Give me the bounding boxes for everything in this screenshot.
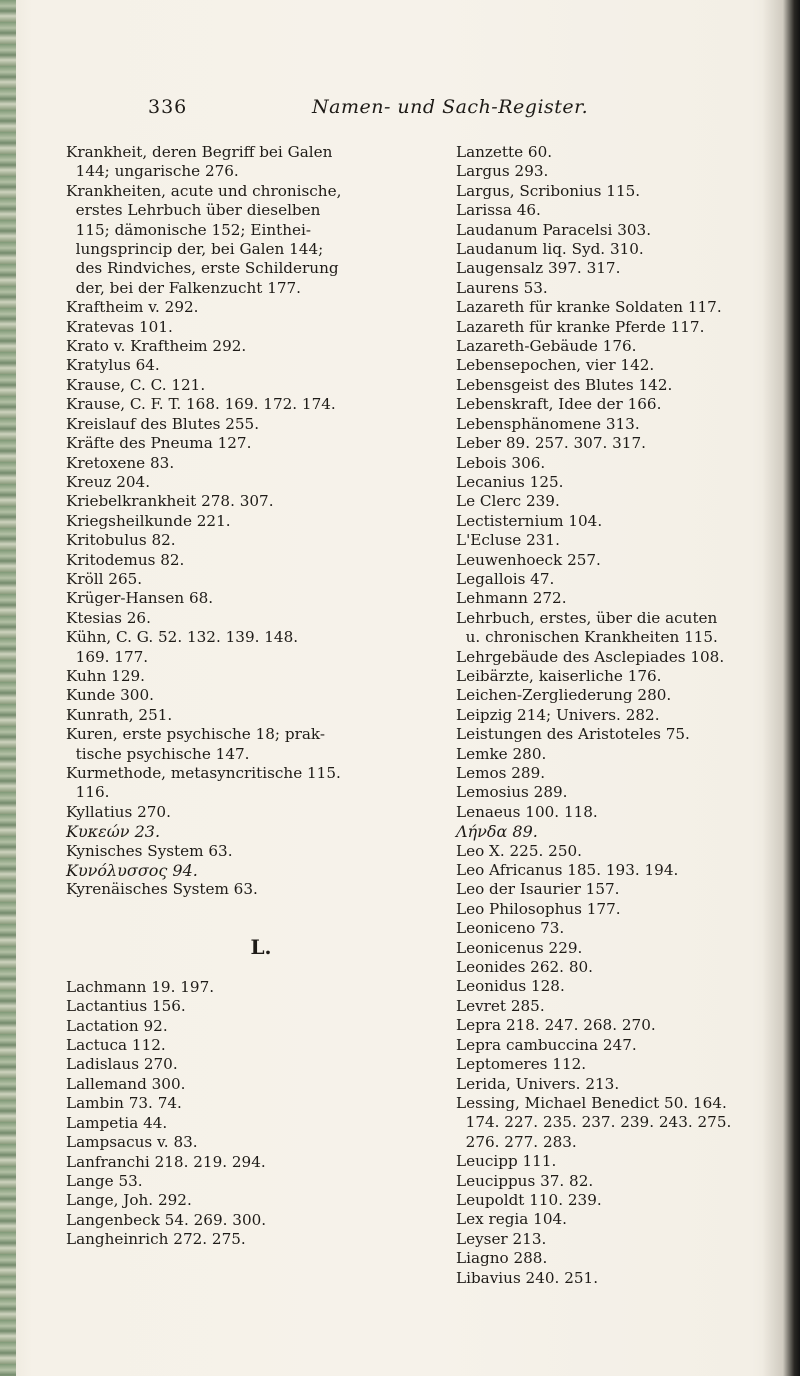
index-entry: Laurens 53. [456, 278, 548, 297]
index-entry: Kuhn 129. [66, 666, 145, 685]
index-entry: Leonides 262. 80. [456, 958, 593, 977]
index-entry: Kyrenäisches System 63. [66, 880, 258, 899]
index-entry: Leibärzte, kaiserliche 176. [456, 666, 662, 685]
index-entry: Leptomeres 112. [456, 1055, 587, 1074]
index-entry: Kreuz 204. [66, 472, 151, 491]
index-entry: Lenaeus 100. 118. [456, 802, 598, 821]
index-entry: Langheinrich 272. 275. [66, 1230, 246, 1249]
index-entry: Leber 89. 257. 307. 317. [456, 434, 646, 453]
index-entry: lungsprincip der, bei Galen 144; [66, 240, 324, 259]
greek-entry: Κυκεών 23. [66, 822, 161, 842]
index-entry: Leucippus 37. 82. [456, 1171, 594, 1190]
index-entry: Lemke 280. [456, 744, 547, 763]
index-entry: Leipzig 214; Univers. 282. [456, 705, 660, 724]
index-entry: Leistungen des Aristoteles 75. [456, 725, 690, 744]
index-entry: Lerida, Univers. 213. [456, 1074, 620, 1093]
page-header [0, 96, 800, 122]
index-entry: Kurmethode, metasyncritische 115. [66, 764, 341, 782]
index-entry: Lemos 289. [456, 764, 546, 782]
index-entry: Lallemand 300. [66, 1074, 186, 1093]
index-entry: Kyllatius 270. [66, 802, 171, 821]
binding-edge [0, 0, 16, 1376]
index-entry: Lactuca 112. [66, 1036, 166, 1055]
index-entry: Kreislauf des Blutes 255. [66, 414, 260, 433]
index-entry: Lebensepochen, vier 142. [456, 356, 655, 375]
index-entry: Lange, Joh. 292. [66, 1191, 192, 1210]
index-entry: Lemosius 289. [456, 783, 568, 802]
index-entry: u. chronischen Krankheiten 115. [456, 628, 718, 647]
index-entry: L'Ecluse 231. [456, 531, 560, 550]
index-entry: Lampsacus v. 83. [66, 1133, 198, 1152]
index-entry: Laudanum Paracelsi 303. [456, 220, 652, 239]
index-entry: Lehrgebäude des Asclepiades 108. [456, 647, 725, 666]
index-entry: Lange 53. [66, 1171, 143, 1190]
index-entry: Kratylus 64. [66, 356, 160, 375]
index-entry: Leuwenhoeck 257. [456, 550, 601, 569]
index-entry: Liagno 288. [456, 1249, 548, 1268]
index-entry: Leucipp 111. [456, 1152, 557, 1171]
index-entry: tische psychische 147. [66, 744, 250, 763]
section-letter: L. [250, 934, 272, 959]
index-entry: Kriebelkrankheit 278. 307. [66, 492, 274, 511]
index-entry: 174. 227. 235. 237. 239. 243. 275. [456, 1113, 732, 1132]
index-entry: Lanzette 60. [456, 143, 553, 161]
index-entry: Lazareth-Gebäude 176. [456, 337, 637, 356]
index-entry: Lecanius 125. [456, 472, 564, 491]
index-entry: Lambin 73. 74. [66, 1094, 182, 1113]
index-entry: erstes Lehrbuch über dieselben [66, 201, 321, 220]
index-entry: Krüger-Hansen 68. [66, 589, 214, 608]
index-entry: Krause, C. C. 121. [66, 375, 206, 394]
index-entry: Kuren, erste psychische 18; prak- [66, 725, 325, 744]
index-entry: Lanfranchi 218. 219. 294. [66, 1152, 266, 1171]
index-entry: Lazareth für kranke Pferde 117. [456, 317, 705, 336]
index-entry: Lachmann 19. 197. [66, 977, 215, 996]
running-title: Namen- und Sach-Register. [312, 96, 589, 118]
index-entries-l [66, 978, 456, 1250]
index-entry: Lebois 306. [456, 453, 546, 472]
index-entry: Lactation 92. [66, 1016, 168, 1035]
index-entry: Lepra 218. 247. 268. 270. [456, 1016, 656, 1035]
index-entry: Lex regia 104. [456, 1210, 567, 1229]
index-entry: Ladislaus 270. [66, 1055, 178, 1074]
index-entries-right-b [456, 842, 774, 1288]
index-entry: Kräfte des Pneuma 127. [66, 434, 252, 453]
index-entry: Levret 285. [456, 996, 545, 1015]
index-entries-k [66, 143, 456, 822]
greek-entry: Κυνόλυσσος 94. [66, 861, 198, 881]
index-entry: Krankheit, deren Begriff bei Galen [66, 143, 333, 161]
index-entry: Legallois 47. [456, 569, 555, 588]
index-entry: Leo der Isaurier 157. [456, 880, 620, 899]
index-entry: Kraftheim v. 292. [66, 298, 199, 317]
index-entry: Leyser 213. [456, 1229, 547, 1248]
index-entry: Lebensphänomene 313. [456, 414, 640, 433]
index-entry: Kynisches System 63. [66, 841, 233, 860]
index-entry: des Rindviches, erste Schilderung [66, 259, 339, 278]
index-entry: Lectisternium 104. [456, 511, 603, 530]
left-column [66, 143, 456, 1250]
index-entry: Kratevas 101. [66, 317, 173, 336]
index-entry: Lebenskraft, Idee der 166. [456, 395, 662, 414]
index-entry: Leo Africanus 185. 193. 194. [456, 861, 679, 880]
index-entry: Ktesias 26. [66, 608, 151, 627]
index-entry: Lehmann 272. [456, 589, 567, 608]
index-entry: Leo X. 225. 250. [456, 841, 582, 860]
index-entry: Laugensalz 397. 317. [456, 259, 621, 278]
index-entry: Leonicenus 229. [456, 938, 583, 957]
index-entry: Krankheiten, acute und chronische, [66, 181, 342, 200]
index-entry: Lactantius 156. [66, 997, 186, 1016]
index-entry: Leupoldt 110. 239. [456, 1190, 602, 1209]
index-entry: Kunrath, 251. [66, 705, 173, 724]
index-entry: Larissa 46. [456, 201, 541, 220]
index-entry: Laudanum liq. Syd. 310. [456, 240, 644, 259]
index-entry: Leoniceno 73. [456, 919, 565, 938]
index-entry: Kunde 300. [66, 686, 154, 705]
index-entry: Lessing, Michael Benedict 50. 164. [456, 1093, 727, 1112]
index-entry: Kretoxene 83. [66, 453, 175, 472]
index-entry: 144; ungarische 276. [66, 162, 239, 181]
index-entries-right-a [456, 143, 774, 822]
index-entry: Krause, C. F. T. 168. 169. 172. 174. [66, 395, 336, 414]
index-entry: Kritobulus 82. [66, 531, 176, 550]
right-column [456, 143, 774, 1288]
index-entry: 115; dämonische 152; Einthei- [66, 220, 311, 239]
index-entry: Kühn, C. G. 52. 132. 139. 148. [66, 628, 299, 647]
index-entry: Krato v. Kraftheim 292. [66, 337, 247, 356]
index-entry: Largus, Scribonius 115. [456, 181, 641, 200]
index-entry: Libavius 240. 251. [456, 1268, 599, 1287]
index-entry: Lehrbuch, erstes, über die acuten [456, 608, 718, 627]
index-entry: Kröll 265. [66, 569, 143, 588]
index-entry: 276. 277. 283. [456, 1132, 577, 1151]
index-entry: Langenbeck 54. 269. 300. [66, 1210, 267, 1229]
index-entry: 116. [66, 783, 110, 802]
index-entry: Lepra cambuccina 247. [456, 1035, 637, 1054]
index-entry: Kriegsheilkunde 221. [66, 511, 231, 530]
index-entry: Lazareth für kranke Soldaten 117. [456, 298, 722, 317]
greek-entry: Λήνδα 89. [456, 822, 538, 842]
index-entry: Kritodemus 82. [66, 550, 185, 569]
index-entry: Leo Philosophus 177. [456, 899, 621, 918]
index-entry: Leichen-Zergliederung 280. [456, 686, 672, 705]
index-entry: Leonidus 128. [456, 977, 565, 996]
index-entry: 169. 177. [66, 647, 149, 666]
index-entry: Lebensgeist des Blutes 142. [456, 375, 673, 394]
index-entry: Le Clerc 239. [456, 492, 560, 511]
index-entry: Lampetia 44. [66, 1113, 168, 1132]
page-number: 336 [148, 96, 188, 118]
index-entry: Largus 293. [456, 162, 549, 181]
index-entry: der, bei der Falkenzucht 177. [66, 278, 302, 297]
